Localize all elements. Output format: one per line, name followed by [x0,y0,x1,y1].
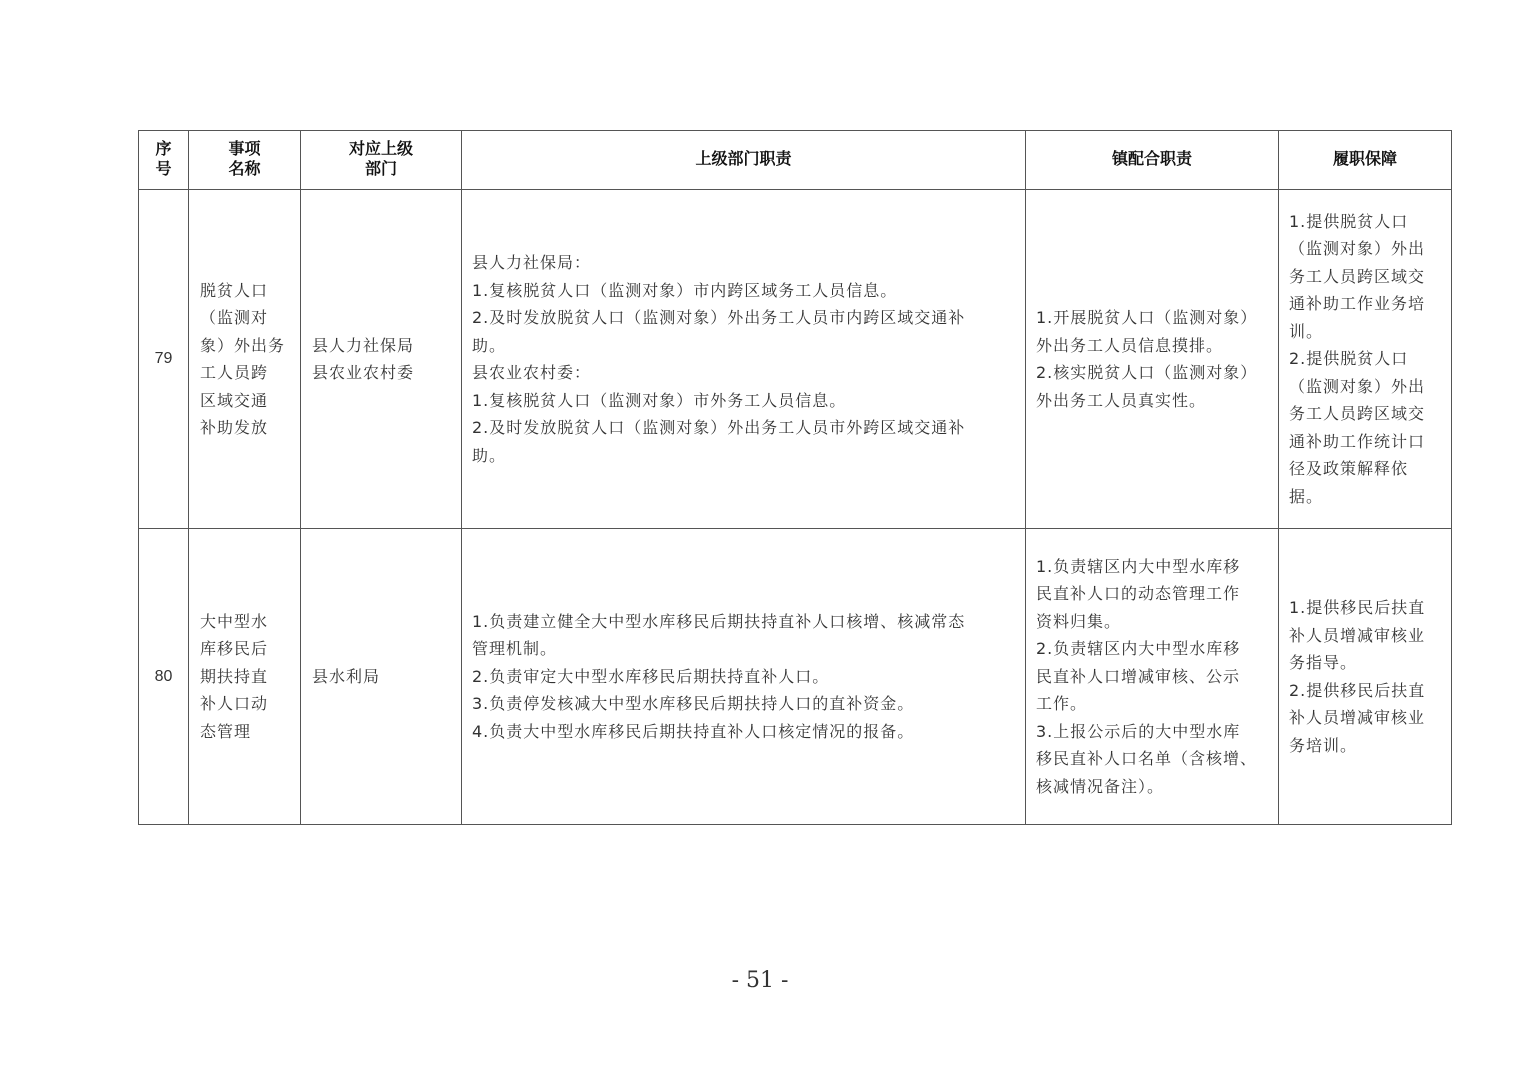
row-upper-duty [462,190,1026,529]
upper-duty-line: 1.复核脱贫人口（监测对象）市内跨区域务工人员信息。 [472,280,898,300]
header-seq-line: 序 [155,141,172,158]
item-name-line: 大中型水 [200,611,269,631]
guarantee-line: 据。 [1289,486,1324,506]
town-duty-line: 1.负责辖区内大中型水库移 [1036,556,1241,576]
row-town-duty [1026,190,1279,529]
upper-duty-line: 助。 [472,445,507,465]
town-duty-line: 工作。 [1036,694,1088,714]
town-duty-line: 2.核实脱贫人口（监测对象） [1036,363,1258,382]
header-dept-line: 对应上级 [348,141,413,158]
guarantee-line: 2.提供脱贫人口 [1289,349,1409,369]
guarantee-line: 径及政策解释依 [1289,459,1409,479]
row-item-name [189,190,301,529]
guarantee-line: 通补助工作统计口 [1289,431,1426,451]
guarantee-line: 补人员增减审核业 [1289,625,1426,645]
header-seq-line: 号 [155,161,172,178]
header-item-line: 事项 [228,141,261,158]
item-name-line: 期扶持直 [200,666,269,686]
guarantee-line: 1.提供脱贫人口 [1289,211,1409,231]
item-name-line: 态管理 [200,721,252,741]
upper-duty-line: 管理机制。 [472,639,558,659]
upper-duty-line: 助。 [472,335,507,355]
item-name-line: （监测对 [200,308,269,327]
upper-duty-line: 2.及时发放脱贫人口（监测对象）外出务工人员市内跨区域交通补 [472,308,966,327]
town-duty-line: 外出务工人员真实性。 [1036,390,1207,410]
duty-table [138,130,1452,825]
dept-line: 县水利局 [312,666,381,686]
header-item-name [189,131,301,190]
upper-duty-line: 县人力社保局： [472,253,592,272]
dept-line: 县人力社保局 [312,335,415,355]
upper-duty-line: 4.负责大中型水库移民后期扶持直补人口核定情况的报备。 [472,721,915,741]
town-duty-line: 资料归集。 [1036,611,1122,631]
guarantee-line: 通补助工作业务培 [1289,294,1426,314]
upper-duty-line: 县农业农村委： [472,363,592,382]
upper-duty-line: 2.负责审定大中型水库移民后期扶持直补人口。 [472,666,830,686]
town-duty-line: 民直补人口的动态管理工作 [1036,584,1241,604]
row-guarantee [1279,190,1452,529]
guarantee-line: 1.提供移民后扶直 [1289,598,1426,617]
item-name-line: 脱贫人口 [200,280,269,300]
town-duty-line: 核减情况备注）。 [1036,776,1165,796]
upper-duty-line: 1.负责建立健全大中型水库移民后期扶持直补人口核增、核减常态 [472,611,966,631]
upper-duty-line: 2.及时发放脱贫人口（监测对象）外出务工人员市外跨区域交通补 [472,418,966,437]
row-upper-duty [462,529,1026,825]
guarantee-line: 2.提供移民后扶直 [1289,680,1426,700]
item-name-line: 工人员跨 [200,363,269,382]
upper-duty-line: 3.负责停发核减大中型水库移民后期扶持人口的直补资金。 [472,694,915,714]
row-town-duty [1026,529,1279,825]
guarantee-line: （监测对象）外出 [1289,376,1426,396]
item-name-line: 补人口动 [200,694,269,714]
town-duty-line: 移民直补人口名单（含核增、 [1036,749,1258,769]
town-duty-line: 民直补人口增减审核、公示 [1036,666,1241,686]
town-duty-line: 外出务工人员信息摸排。 [1036,335,1224,355]
table-row [139,529,1452,825]
guarantee-line: 务工人员跨区域交 [1289,404,1426,424]
row-dept [301,190,462,529]
header-dept [301,131,462,190]
item-name-line: 区域交通 [200,390,269,410]
row-item-name [189,529,301,825]
dept-line: 县农业农村委 [312,363,415,382]
row-guarantee [1279,529,1452,825]
guarantee-line: 务工人员跨区域交 [1289,266,1426,286]
guarantee-line: 务培训。 [1289,735,1358,755]
guarantee-line: 补人员增减审核业 [1289,708,1426,727]
item-name-line: 补助发放 [200,418,269,437]
row-seq: 79 [139,190,189,529]
header-town-duty: 镇配合职责 [1026,131,1279,190]
item-name-line: 库移民后 [200,639,269,659]
guarantee-line: （监测对象）外出 [1289,239,1426,259]
upper-duty-line: 1.复核脱贫人口（监测对象）市外务工人员信息。 [472,390,847,410]
table-header-row [139,131,1452,190]
row-seq: 80 [139,529,189,825]
town-duty-line: 1.开展脱贫人口（监测对象） [1036,308,1258,327]
table-row [139,190,1452,529]
header-item-line: 名称 [228,161,261,178]
header-seq [139,131,189,190]
page-number: - 51 - [731,968,789,993]
town-duty-line: 2.负责辖区内大中型水库移 [1036,639,1241,659]
header-upper-duty: 上级部门职责 [462,131,1026,190]
header-guarantee: 履职保障 [1279,131,1452,190]
header-dept-line: 部门 [364,161,397,178]
item-name-line: 象）外出务 [200,335,286,355]
guarantee-line: 务指导。 [1289,653,1358,672]
town-duty-line: 3.上报公示后的大中型水库 [1036,721,1241,741]
row-dept [301,529,462,825]
guarantee-line: 训。 [1289,321,1324,341]
